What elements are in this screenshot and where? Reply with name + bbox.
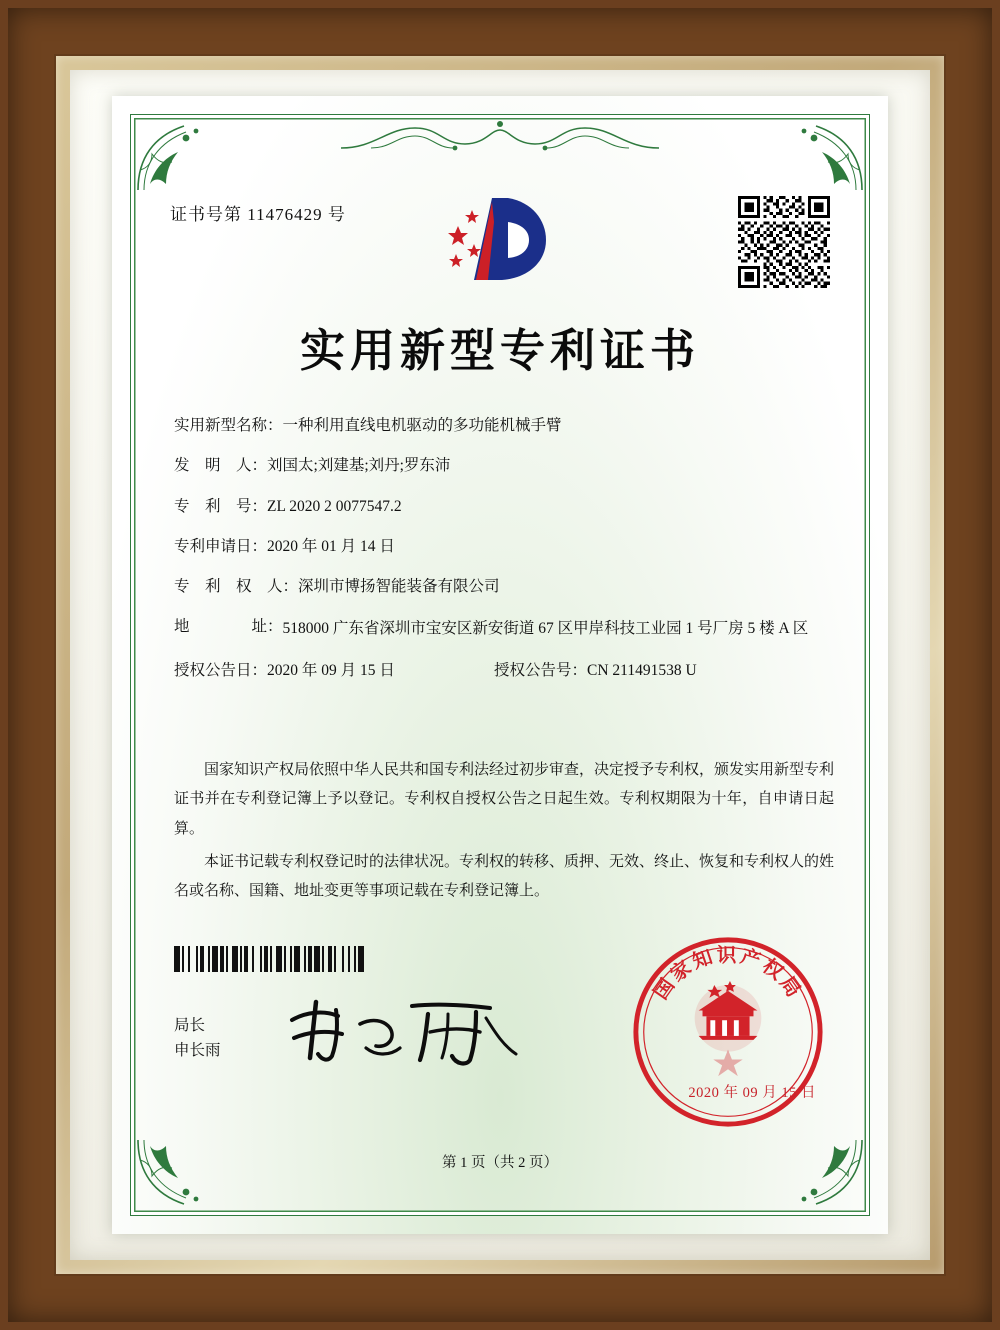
field-patent-number (174, 495, 834, 518)
field-label: 专利申请日： (174, 537, 268, 555)
signature-title: 局长 (174, 1017, 206, 1034)
seal-date: 2020 年 09 月 15 日 (688, 1085, 816, 1101)
field-value: 2020 年 01 月 14 日 (267, 537, 395, 555)
field-utility-model-name (174, 414, 834, 437)
top-flourish-icon (335, 114, 665, 160)
field-value: ZL 2020 2 0077547.2 (267, 497, 402, 515)
field-list (174, 414, 834, 700)
corner-ornament-icon (780, 1136, 866, 1212)
field-grant-row (174, 659, 834, 682)
field-patentee (174, 575, 834, 598)
field-grant-number (494, 659, 697, 682)
page-title: 实用新型专利证书 (299, 326, 700, 376)
corner-ornament-icon (134, 1136, 220, 1212)
field-value: 深圳市博扬智能装备有限公司 (298, 578, 500, 595)
field-label: 实用新型名称： (174, 417, 283, 434)
handwritten-signature-icon (280, 994, 530, 1068)
field-grant-date (174, 659, 494, 682)
corner-ornament-icon (134, 118, 220, 194)
field-label: 地 址： (174, 618, 283, 636)
certificate-number: 证书号第 11476429 号 (170, 205, 346, 224)
field-inventors (174, 454, 834, 477)
barcode (174, 946, 404, 972)
field-label: 授权公告号： (494, 662, 588, 680)
field-address (174, 615, 834, 642)
field-label: 授权公告日： (174, 662, 268, 680)
field-label: 专 利 号： (174, 497, 268, 515)
field-value: CN 211491538 U (587, 662, 697, 680)
field-label: 专 利 权 人： (174, 578, 299, 595)
field-label: 发 明 人： (174, 457, 268, 475)
signature-name: 申长雨 (174, 1041, 221, 1059)
qr-code (738, 196, 830, 288)
field-value: 518000 广东省深圳市宝安区新安街道 67 区甲岸科技工业园 1 号厂房 5 楼 A 区 (282, 620, 809, 638)
field-value: 一种利用直线电机驱动的多功能机械手臂 (282, 417, 562, 434)
signature-block (174, 1014, 221, 1064)
legal-text (174, 756, 834, 910)
cnipa-logo-icon (436, 192, 564, 288)
page-footer: 第 1 页（共 2 页） (442, 1155, 558, 1171)
field-value: 刘国太;刘建基;刘丹;罗东沛 (267, 457, 451, 475)
paragraph-2: 本证书记载专利权登记时的法律状况。专利权的转移、质押、无效、终止、恢复和专利权人的姓名或名称、国籍、地址变更等事项记载在专利登记簿上。 (174, 853, 835, 899)
paragraph-1: 国家知识产权局依照中华人民共和国专利法经过初步审查，决定授予专利权，颁发实用新型专利证书并在专利登记簿上予以登记。专利权自授权公告之日起生效。专利权期限为十年，自申请日起算。 (174, 762, 835, 837)
certificate-page (112, 96, 888, 1234)
field-value: 2020 年 09 月 15 日 (267, 662, 395, 680)
svg-text:国家知识产权局: 国家知识产权局 (650, 945, 806, 1004)
field-application-date (174, 535, 834, 558)
corner-ornament-icon (780, 118, 866, 194)
